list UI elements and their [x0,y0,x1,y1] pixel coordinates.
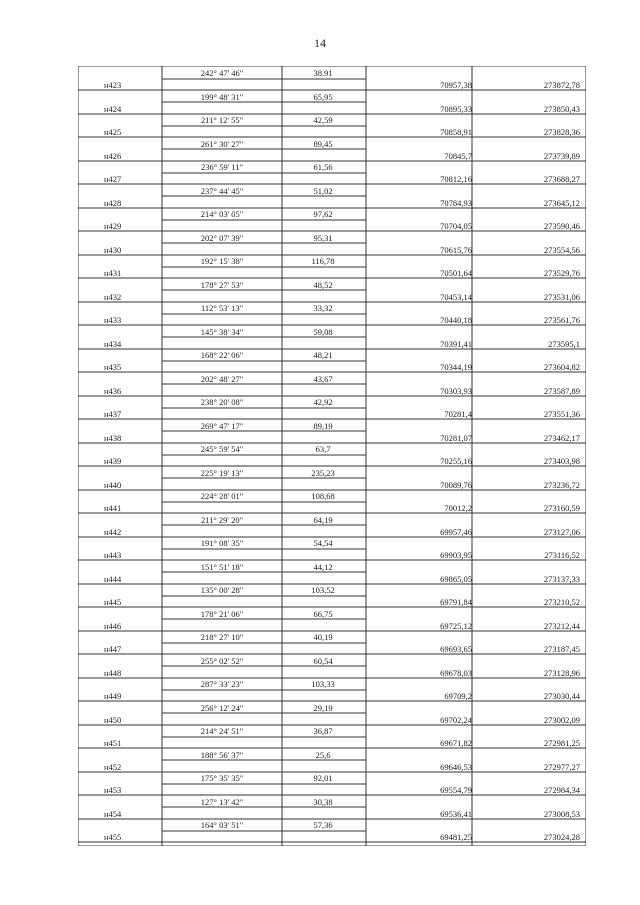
point-name: н452 [104,762,122,772]
segment-length: 116,78 [311,256,335,266]
point-name: н435 [104,362,122,372]
point-name: н433 [104,315,122,325]
y-coordinate: 273128,96 [543,668,580,678]
direction-angle: 178° 27' 53" [200,280,244,290]
x-coordinate: 70255,16 [440,456,472,466]
direction-angle: 218° 27' 10" [200,632,244,642]
point-name: н449 [104,691,122,701]
direction-angle: 191° 08' 35" [200,538,244,548]
y-coordinate: 273187,45 [543,644,580,654]
y-coordinate: 273604,82 [543,362,580,372]
x-coordinate: 69671,82 [440,738,472,748]
point-name: н430 [104,245,122,255]
page-number: 14 [314,36,326,50]
point-name: н445 [104,597,122,607]
segment-length: 29,19 [313,703,333,713]
point-name: н441 [104,503,122,513]
direction-angle: 211° 29' 20" [200,515,244,525]
point-name: н438 [104,433,122,443]
direction-angle: 261° 30' 27" [200,139,244,149]
y-coordinate: 273212,44 [543,621,580,631]
x-coordinate: 70344,19 [440,362,472,372]
x-coordinate: 69678,03 [440,668,472,678]
x-coordinate: 69709,2 [444,691,472,701]
segment-length: 92,01 [313,773,333,783]
point-name: н453 [104,785,122,795]
direction-angle: 199° 48' 31" [200,92,244,102]
y-coordinate: 272981,25 [543,738,580,748]
direction-angle: 175° 35' 35" [200,773,244,783]
x-coordinate: 69481,25 [440,832,472,842]
y-coordinate: 273595,1 [548,339,580,349]
x-coordinate: 69646,53 [440,762,472,772]
direction-angle: 242° 47' 46" [200,68,244,78]
segment-length: 103,33 [311,679,335,689]
direction-angle: 202° 48' 27" [200,374,244,384]
segment-length: 66,75 [313,609,333,619]
direction-angle: 164° 03' 51" [200,820,244,830]
point-name: н429 [104,221,122,231]
segment-length: 54,54 [313,538,333,548]
segment-length: 43,67 [313,374,333,384]
x-coordinate: 69865,05 [440,574,472,584]
direction-angle: 237° 44' 45" [200,186,244,196]
segment-length: 103,52 [311,585,335,595]
x-coordinate: 70845,7 [444,151,472,161]
y-coordinate: 273137,33 [543,574,580,584]
point-name: н447 [104,644,122,654]
segment-length: 108,68 [311,491,335,501]
segment-length: 65,95 [313,92,333,102]
y-coordinate: 273828,36 [543,127,580,137]
segment-length: 95,31 [313,233,333,243]
direction-angle: 168° 22' 06" [200,350,244,360]
point-name: н455 [104,832,122,842]
segment-length: 48,52 [313,280,333,290]
direction-angle: 135° 00' 28" [200,585,244,595]
y-coordinate: 273002,09 [543,715,580,725]
x-coordinate: 70784,93 [440,198,472,208]
segment-length: 48,21 [313,350,333,360]
y-coordinate: 273008,53 [543,809,580,819]
y-coordinate: 273529,76 [543,268,580,278]
segment-length: 97,62 [313,209,333,219]
direction-angle: 269° 47' 17" [200,421,244,431]
segment-length: 59,08 [313,327,333,337]
point-name: н446 [104,621,122,631]
direction-angle: 287° 33' 23" [200,679,244,689]
direction-angle: 255° 02' 52" [200,656,244,666]
segment-length: 61,56 [313,162,333,172]
direction-angle: 202° 07' 39" [200,233,244,243]
y-coordinate: 273210,52 [543,597,580,607]
direction-angle: 214° 24' 51" [200,726,244,736]
segment-length: 235,23 [311,468,335,478]
x-coordinate: 69554,79 [440,785,472,795]
x-coordinate: 69903,95 [440,550,472,560]
coordinates-table [78,66,586,846]
x-coordinate: 70012,2 [444,503,472,513]
direction-angle: 211° 12' 55" [200,115,244,125]
segment-length: 30,38 [313,797,333,807]
y-coordinate: 273688,27 [543,174,580,184]
direction-angle: 127° 13' 42" [200,797,244,807]
y-coordinate: 273024,28 [543,832,580,842]
segment-length: 89,19 [313,421,333,431]
segment-length: 89,45 [313,139,333,149]
y-coordinate: 273587,89 [543,386,580,396]
x-coordinate: 70812,16 [440,174,472,184]
point-name: н439 [104,456,122,466]
y-coordinate: 273554,56 [543,245,580,255]
y-coordinate: 273127,06 [543,527,580,537]
point-name: н432 [104,292,122,302]
direction-angle: 236° 59' 11" [200,162,244,172]
point-name: н424 [104,104,122,114]
y-coordinate: 273462,17 [543,433,580,443]
y-coordinate: 273850,43 [543,104,580,114]
point-name: н443 [104,550,122,560]
point-name: н437 [104,409,122,419]
direction-angle: 151° 51' 18" [200,562,244,572]
y-coordinate: 273739,89 [543,151,580,161]
point-name: н434 [104,339,122,349]
y-coordinate: 273030,44 [543,691,580,701]
point-name: н423 [104,80,122,90]
direction-angle: 238° 20' 08" [200,397,244,407]
x-coordinate: 70501,64 [440,268,472,278]
point-name: н442 [104,527,122,537]
segment-length: 60,54 [313,656,333,666]
y-coordinate: 273590,46 [543,221,580,231]
x-coordinate: 70453,14 [440,292,472,302]
x-coordinate: 70440,18 [440,315,472,325]
y-coordinate: 273551,36 [543,409,580,419]
point-name: н436 [104,386,122,396]
segment-length: 40,19 [313,632,333,642]
direction-angle: 225° 19' 13" [200,468,244,478]
x-coordinate: 70895,33 [440,104,472,114]
segment-length: 57,36 [313,820,333,830]
segment-length: 25,6 [315,750,331,760]
y-coordinate: 273236,72 [543,480,580,490]
y-coordinate: 272984,34 [543,785,580,795]
x-coordinate: 70615,76 [440,245,472,255]
segment-length: 63,7 [315,444,331,454]
x-coordinate: 69957,46 [440,527,472,537]
point-name: н451 [104,738,122,748]
direction-angle: 256° 12' 24" [200,703,244,713]
x-coordinate: 70858,91 [440,127,472,137]
segment-length: 33,32 [313,303,333,313]
x-coordinate: 70957,38 [440,80,472,90]
y-coordinate: 273645,12 [543,198,580,208]
point-name: н426 [104,151,122,161]
segment-length: 42,59 [313,115,333,125]
segment-length: 42,92 [313,397,333,407]
x-coordinate: 69725,12 [440,621,472,631]
y-coordinate: 273160,59 [543,503,580,513]
x-coordinate: 70303,93 [440,386,472,396]
direction-angle: 188° 56' 37" [200,750,244,760]
direction-angle: 112° 53' 13" [200,303,244,313]
point-name: н425 [104,127,122,137]
y-coordinate: 273872,78 [543,80,580,90]
point-name: н431 [104,268,122,278]
x-coordinate: 69702,24 [440,715,472,725]
point-name: н428 [104,198,122,208]
segment-length: 38.91 [313,68,333,78]
x-coordinate: 69536,41 [440,809,472,819]
x-coordinate: 70704,05 [440,221,472,231]
y-coordinate: 272977,27 [543,762,580,772]
direction-angle: 145° 38' 34" [200,327,244,337]
point-name: н427 [104,174,122,184]
direction-angle: 192° 15' 38" [200,256,244,266]
point-name: н440 [104,480,122,490]
point-name: н444 [104,574,122,584]
direction-angle: 224° 28' 01" [200,491,244,501]
segment-length: 51,02 [313,186,333,196]
x-coordinate: 70281,4 [444,409,472,419]
segment-length: 44,12 [313,562,333,572]
point-name: н450 [104,715,122,725]
direction-angle: 214° 03' 05" [200,209,244,219]
x-coordinate: 69791,84 [440,597,472,607]
point-name: н454 [104,809,122,819]
y-coordinate: 273403,98 [543,456,580,466]
direction-angle: 245° 59' 54" [200,444,244,454]
x-coordinate: 69693,65 [440,644,472,654]
direction-angle: 178° 21' 06" [200,609,244,619]
x-coordinate: 70391,41 [440,339,472,349]
segment-length: 64,19 [313,515,333,525]
point-name: н448 [104,668,122,678]
y-coordinate: 273116,52 [544,550,580,560]
y-coordinate: 273531,06 [543,292,580,302]
y-coordinate: 273561,76 [543,315,580,325]
x-coordinate: 70281,07 [440,433,472,443]
x-coordinate: 70089,76 [440,480,472,490]
segment-length: 36,87 [313,726,333,736]
